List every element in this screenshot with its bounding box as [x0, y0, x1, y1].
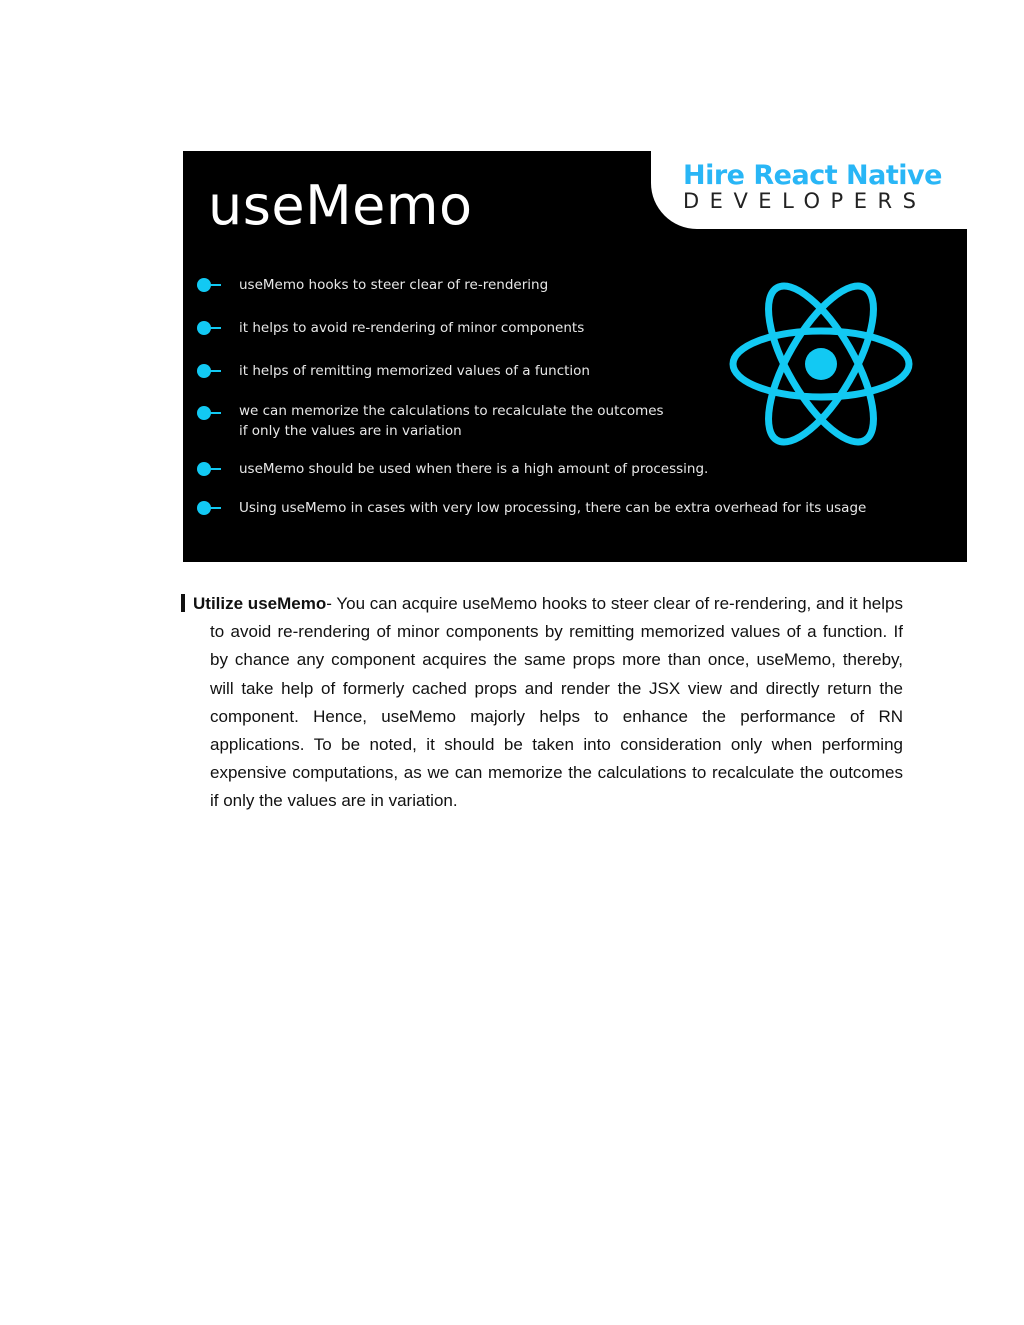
bullet-line-icon	[209, 370, 221, 372]
banner-bullet-text: it helps of remitting memorized values of a function	[239, 363, 590, 379]
paragraph-lead: Utilize useMemo	[193, 594, 327, 613]
paragraph-bullet-marker	[181, 594, 185, 612]
react-atom-icon	[726, 279, 916, 449]
paragraph-text: - You can acquire useMemo hooks to steer clear of re-rendering, and it helps to avoid re-rendering of minor components by remitting memorized values of a function. If by chance any component acquires the same props more than once, useMemo, thereby, will take help of formerly cached props and render the JSX view and directly return the component. Hence, useMemo majorly helps to enhance the performance of RN applications. To be noted, it should be taken into consideration only when performing expensive computations, as we can memorize the calculations to recalculate the outcomes if only the values are in variation.	[210, 594, 903, 811]
bullet-line-icon	[209, 284, 221, 286]
usememo-banner-image	[183, 151, 967, 562]
bullet-line-icon	[209, 412, 221, 414]
banner-bullet-text: it helps to avoid re-rendering of minor components	[239, 320, 585, 336]
brand-logo-bottom: DEVELOPERS	[683, 189, 927, 213]
bullet-line-icon	[209, 507, 221, 509]
banner-bullet-text: we can memorize the calculations to recalculate the outcomes	[239, 403, 664, 419]
brand-logo	[651, 151, 967, 229]
banner-bullet-text: Using useMemo in cases with very low processing, there can be extra overhead for its usage	[239, 500, 867, 516]
banner-bullet-text: useMemo hooks to steer clear of re-rendering	[239, 277, 549, 293]
brand-logo-top: Hire React Native	[683, 160, 942, 191]
banner-bullet-text: if only the values are in variation	[239, 423, 462, 439]
bullet-line-icon	[209, 327, 221, 329]
bullet-line-icon	[209, 468, 221, 470]
body-paragraph	[193, 590, 903, 816]
banner-bullet-text: useMemo should be used when there is a high amount of processing.	[239, 461, 709, 477]
banner-title: useMemo	[208, 174, 473, 237]
